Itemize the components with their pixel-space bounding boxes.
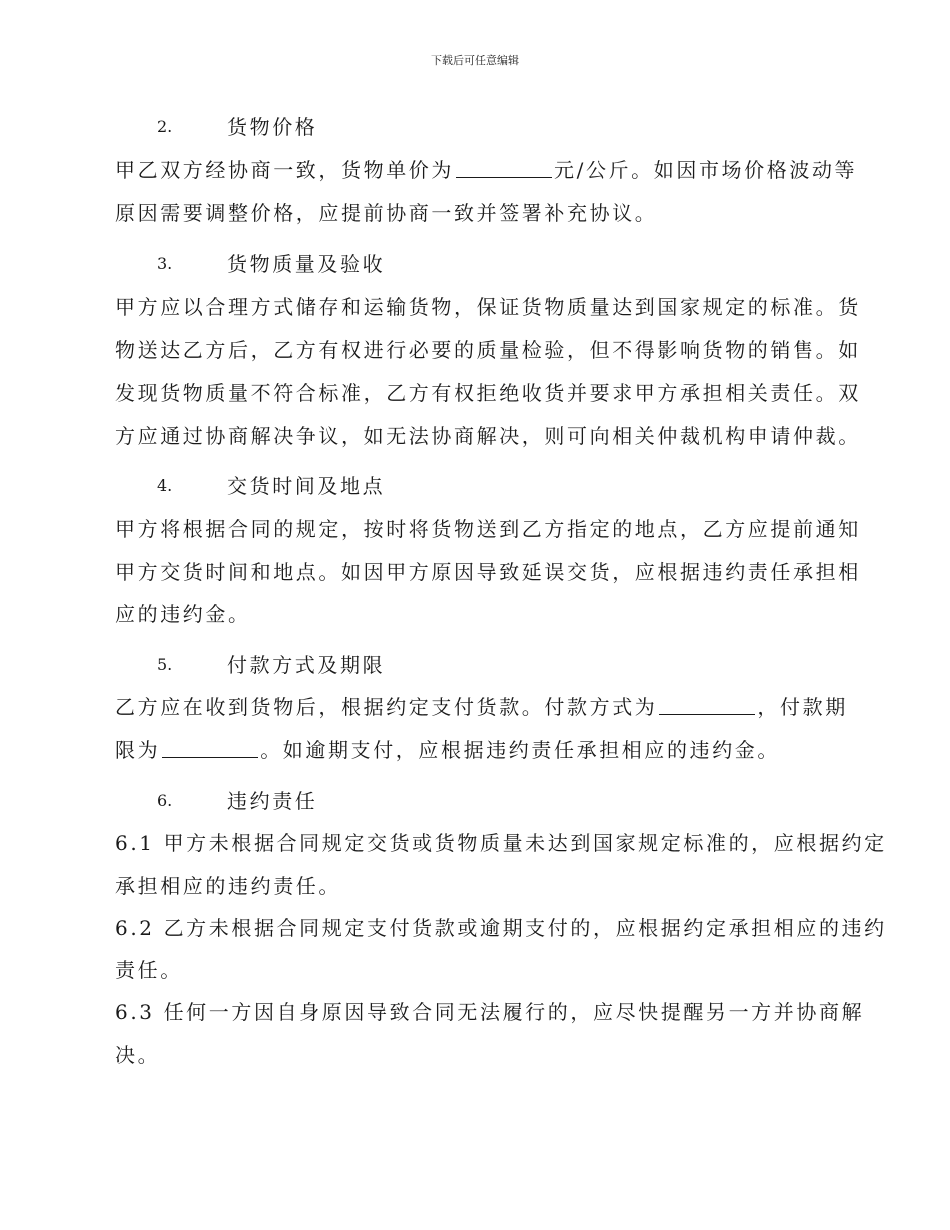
paragraph-line	[115, 735, 780, 765]
paragraph-line	[115, 871, 341, 901]
line-text: 决。	[115, 1043, 161, 1067]
section-number: 3.	[157, 254, 173, 273]
line-text: 原因需要调整价格，应提前协商一致并签署补充协议。	[115, 201, 658, 225]
line-text: 发现货物质量不符合标准，乙方有权拒绝收货并要求甲方承担相关责任。双	[115, 381, 861, 405]
section-title: 货物价格	[227, 115, 318, 139]
section-number: 4.	[157, 476, 173, 495]
line-text: 甲方将根据合同的规定，按时将货物送到乙方指定的地点，乙方应提前通知	[115, 517, 861, 541]
paragraph-line	[115, 514, 861, 544]
line-text: 6.2 乙方未根据合同规定支付货款或逾期支付的，应根据约定承担相应的违约	[115, 916, 887, 940]
section-title: 货物质量及验收	[227, 252, 386, 276]
paragraph-line	[115, 997, 864, 1027]
section-number: 2.	[157, 117, 173, 136]
paragraph-line	[115, 421, 861, 451]
paragraph-line	[115, 1040, 160, 1070]
paragraph-line	[115, 292, 861, 322]
line-text: 承担相应的违约责任。	[115, 874, 341, 898]
paragraph-line	[115, 155, 857, 185]
line-text: 甲方应以合理方式储存和运输货物，保证货物质量达到国家规定的标准。货	[115, 295, 861, 319]
paragraph-line	[115, 335, 861, 365]
paragraph-line	[115, 557, 861, 587]
section-number: 6.	[157, 791, 173, 810]
paragraph-line	[115, 198, 657, 228]
line-text: 。如逾期支付，应根据违约责任承担相应的违约金。	[260, 738, 781, 762]
line-text: 6.3 任何一方因自身原因导致合同无法履行的，应尽快提醒另一方并协商解	[115, 1000, 865, 1024]
line-text: 6.1 甲方未根据合同规定交货或货物质量未达到国家规定标准的，应根据约定	[115, 831, 887, 855]
line-text: 甲方交货时间和地点。如因甲方原因导致延误交货，应根据违约责任承担相	[115, 560, 861, 584]
line-text: ，付款期	[757, 695, 848, 719]
line-text: 物送达乙方后，乙方有权进行必要的质量检验，但不得影响货物的销售。如	[115, 338, 861, 362]
line-text: 乙方应在收到货物后，根据约定支付货款。付款方式为	[115, 695, 658, 719]
paragraph-line	[115, 599, 251, 629]
line-text: 元/公斤。如因市场价格波动等	[554, 158, 858, 182]
page-header: 下载后可任意编辑	[431, 54, 519, 67]
section-title: 违约责任	[227, 789, 318, 813]
line-text: 责任。	[115, 958, 183, 982]
paragraph-line	[115, 913, 887, 943]
paragraph-line	[115, 692, 848, 722]
paragraph-line	[115, 378, 861, 408]
line-text: 应的违约金。	[115, 602, 251, 626]
line-text: 方应通过协商解决争议，如无法协商解决，则可向相关仲裁机构申请仲裁。	[115, 424, 861, 448]
fill-in-blank	[659, 693, 755, 715]
line-text: 限为	[115, 738, 161, 762]
fill-in-blank	[456, 156, 552, 178]
paragraph-line	[115, 828, 887, 858]
line-text: 甲乙双方经协商一致，货物单价为	[115, 158, 454, 182]
section-title: 交货时间及地点	[227, 474, 386, 498]
section-title: 付款方式及期限	[227, 653, 386, 677]
section-number: 5.	[157, 655, 173, 674]
paragraph-line	[115, 955, 183, 985]
fill-in-blank	[162, 736, 258, 758]
